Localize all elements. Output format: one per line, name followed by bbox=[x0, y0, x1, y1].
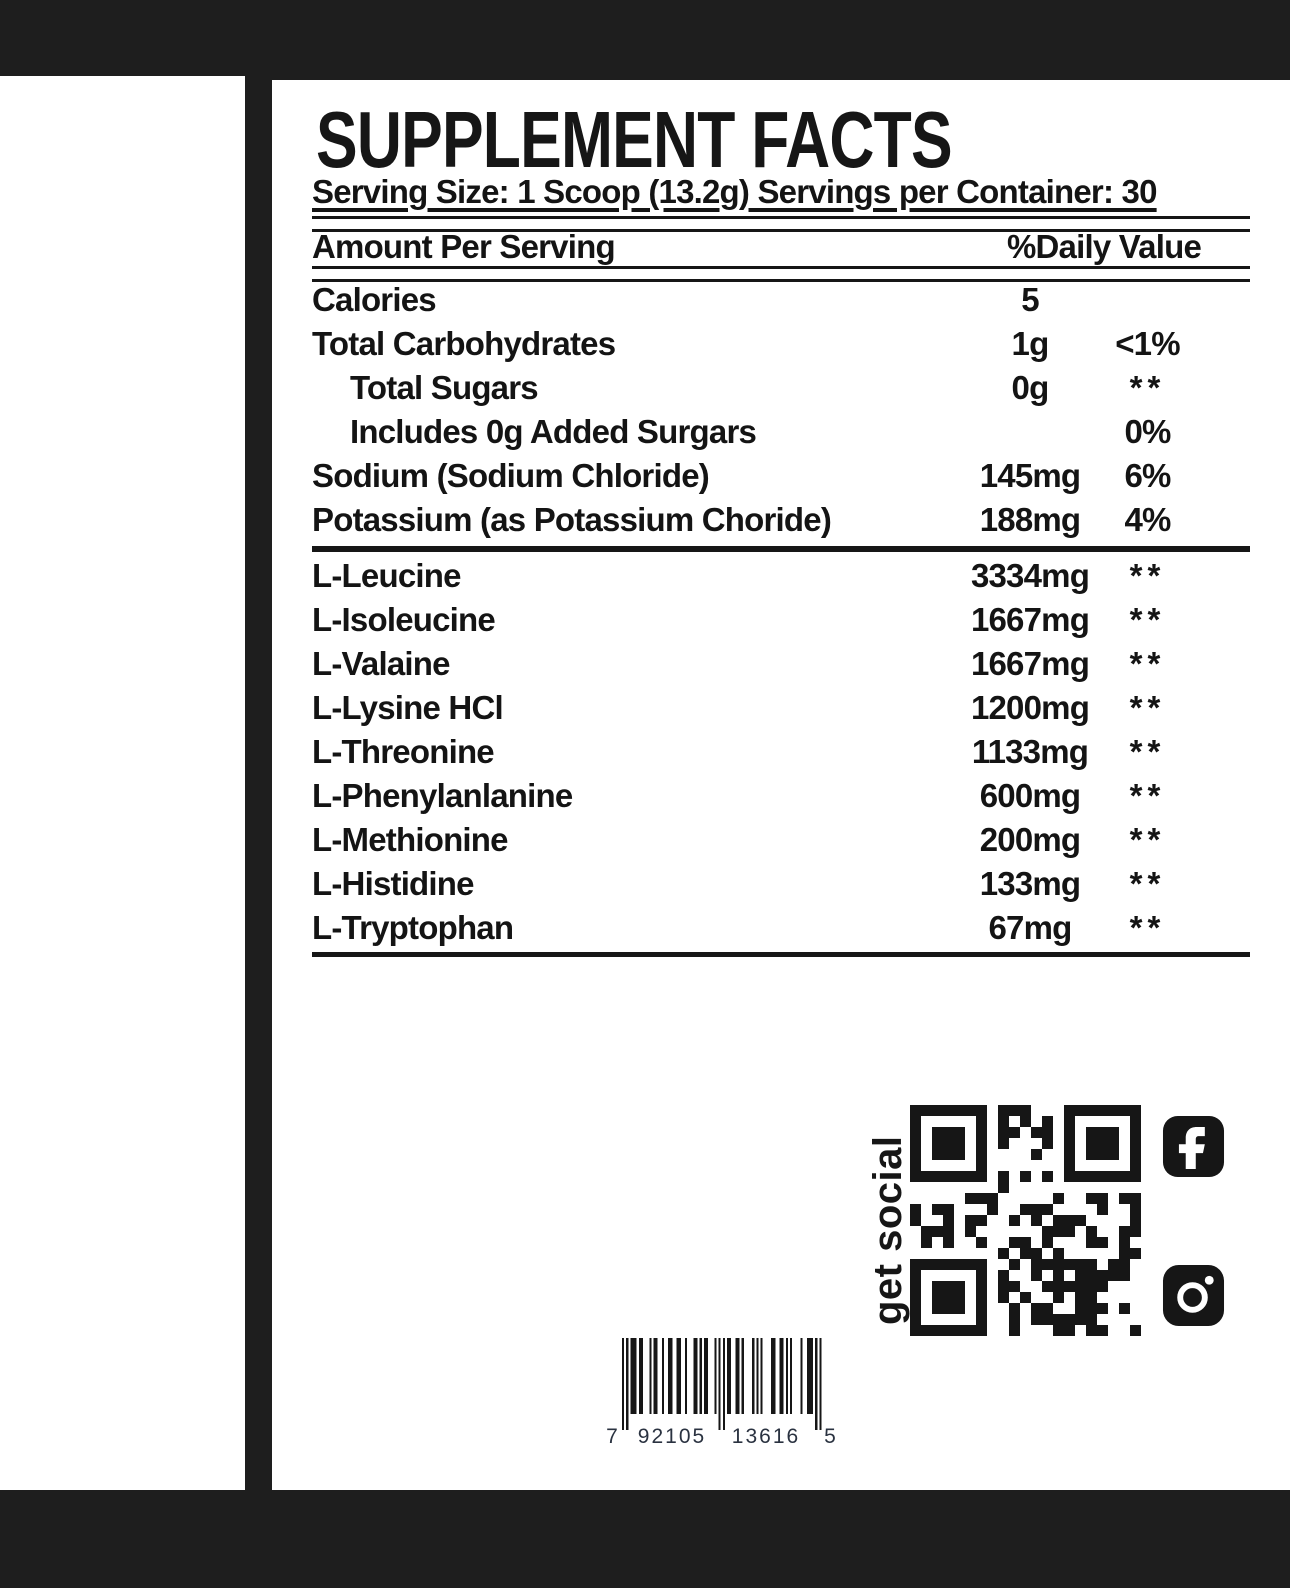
divider-rule bbox=[312, 952, 1250, 957]
amino-acid-amount: 1200mg bbox=[970, 689, 1090, 726]
nutrient-name: Potassium (as Potassium Choride) bbox=[312, 501, 832, 538]
divider-thick-rule bbox=[312, 546, 1250, 552]
barcode-digit-group: 92105 bbox=[637, 1425, 707, 1448]
barcode-digit-group: 5 bbox=[824, 1425, 836, 1448]
amino-acid-daily-value: ** bbox=[1129, 689, 1166, 726]
table-row bbox=[312, 498, 1250, 542]
barcode-graphic bbox=[602, 1338, 842, 1453]
table-row bbox=[312, 906, 1250, 950]
serving-size-line: Serving Size: 1 Scoop (13.2g) Servings per Container: 30 bbox=[312, 173, 1157, 210]
nutrient-amount: 145mg bbox=[979, 457, 1081, 494]
table-row bbox=[312, 278, 1250, 322]
nutrient-amount: 5 bbox=[1021, 281, 1039, 318]
table-row bbox=[312, 554, 1250, 598]
amino-acid-amount: 1667mg bbox=[970, 645, 1090, 682]
amino-acid-amount: 200mg bbox=[979, 821, 1081, 858]
amount-per-serving-label: Amount Per Serving bbox=[312, 228, 615, 265]
amino-acid-name: L-Histidine bbox=[312, 865, 474, 902]
amino-acid-name: L-Isoleucine bbox=[312, 601, 495, 638]
amino-acid-amount: 1133mg bbox=[971, 733, 1089, 770]
table-row bbox=[312, 322, 1250, 366]
amino-acid-name: L-Lysine HCl bbox=[312, 689, 503, 726]
nutrient-name: Total Carbohydrates bbox=[312, 325, 616, 362]
table-row bbox=[312, 818, 1250, 862]
nutrient-daily-value: 4% bbox=[1124, 501, 1171, 538]
amino-acid-daily-value: ** bbox=[1129, 777, 1166, 814]
qr-code bbox=[910, 1105, 1141, 1336]
amino-acid-daily-value: ** bbox=[1129, 865, 1166, 902]
table-row bbox=[312, 598, 1250, 642]
table-row bbox=[312, 410, 1250, 454]
nutrient-daily-value: ** bbox=[1129, 369, 1166, 406]
amino-acid-name: L-Phenylanlanine bbox=[312, 777, 573, 814]
amino-acid-daily-value: ** bbox=[1129, 601, 1166, 638]
nutrient-amount: 0g bbox=[1011, 369, 1049, 406]
amino-acid-amount: 133mg bbox=[979, 865, 1081, 902]
qr-code-graphic bbox=[910, 1105, 1141, 1336]
amino-acid-name: L-Tryptophan bbox=[312, 909, 514, 946]
table-row bbox=[312, 454, 1250, 498]
amino-acid-name: L-Methionine bbox=[312, 821, 508, 858]
side-disclaimer-text bbox=[0, 76, 245, 1490]
amino-acid-amount: 1667mg bbox=[970, 601, 1090, 638]
side-disclaimer-panel bbox=[0, 76, 245, 1490]
nutrient-amount: 188mg bbox=[979, 501, 1081, 538]
nutrient-daily-value: 0% bbox=[1124, 413, 1171, 450]
amino-acid-amount: 67mg bbox=[988, 909, 1072, 946]
supplement-facts-title: SUPPLEMENT FACTS bbox=[316, 95, 952, 184]
amino-acid-name: L-Leucine bbox=[312, 557, 461, 594]
get-social-label: get social bbox=[866, 1135, 910, 1325]
table-row bbox=[312, 774, 1250, 818]
table-column-header bbox=[312, 230, 1250, 264]
nutrient-name: Calories bbox=[312, 281, 436, 318]
barcode-digit-group: 13616 bbox=[731, 1425, 801, 1448]
barcode-digit-group: 7 bbox=[606, 1425, 618, 1448]
amino-acid-daily-value: ** bbox=[1129, 733, 1166, 770]
nutrient-name: Includes 0g Added Surgars bbox=[350, 413, 757, 450]
nutrient-daily-value: 6% bbox=[1124, 457, 1171, 494]
amino-acid-name: L-Threonine bbox=[312, 733, 494, 770]
nutrient-name: Sodium (Sodium Chloride) bbox=[312, 457, 709, 494]
barcode bbox=[602, 1338, 842, 1453]
daily-value-label: %Daily Value bbox=[1006, 228, 1201, 265]
instagram-icon bbox=[1162, 1262, 1225, 1329]
table-row bbox=[312, 862, 1250, 906]
amino-acid-rows bbox=[312, 554, 1250, 950]
amino-acid-daily-value: ** bbox=[1129, 645, 1166, 682]
nutrient-amount: 1g bbox=[1011, 325, 1049, 362]
amino-acid-daily-value: ** bbox=[1129, 909, 1166, 946]
table-row bbox=[312, 686, 1250, 730]
table-row bbox=[312, 730, 1250, 774]
facebook-icon bbox=[1162, 1115, 1225, 1178]
nutrient-daily-value: <1% bbox=[1115, 325, 1180, 362]
table-row bbox=[312, 642, 1250, 686]
amino-acid-amount: 3334mg bbox=[970, 557, 1090, 594]
amino-acid-amount: 600mg bbox=[979, 777, 1081, 814]
supplement-facts-panel bbox=[272, 80, 1290, 1490]
amino-acid-daily-value: ** bbox=[1129, 557, 1166, 594]
table-row bbox=[312, 366, 1250, 410]
amino-acid-name: L-Valaine bbox=[312, 645, 450, 682]
nutrient-name: Total Sugars bbox=[350, 369, 538, 406]
nutrient-rows bbox=[312, 278, 1250, 542]
amino-acid-daily-value: ** bbox=[1129, 821, 1166, 858]
